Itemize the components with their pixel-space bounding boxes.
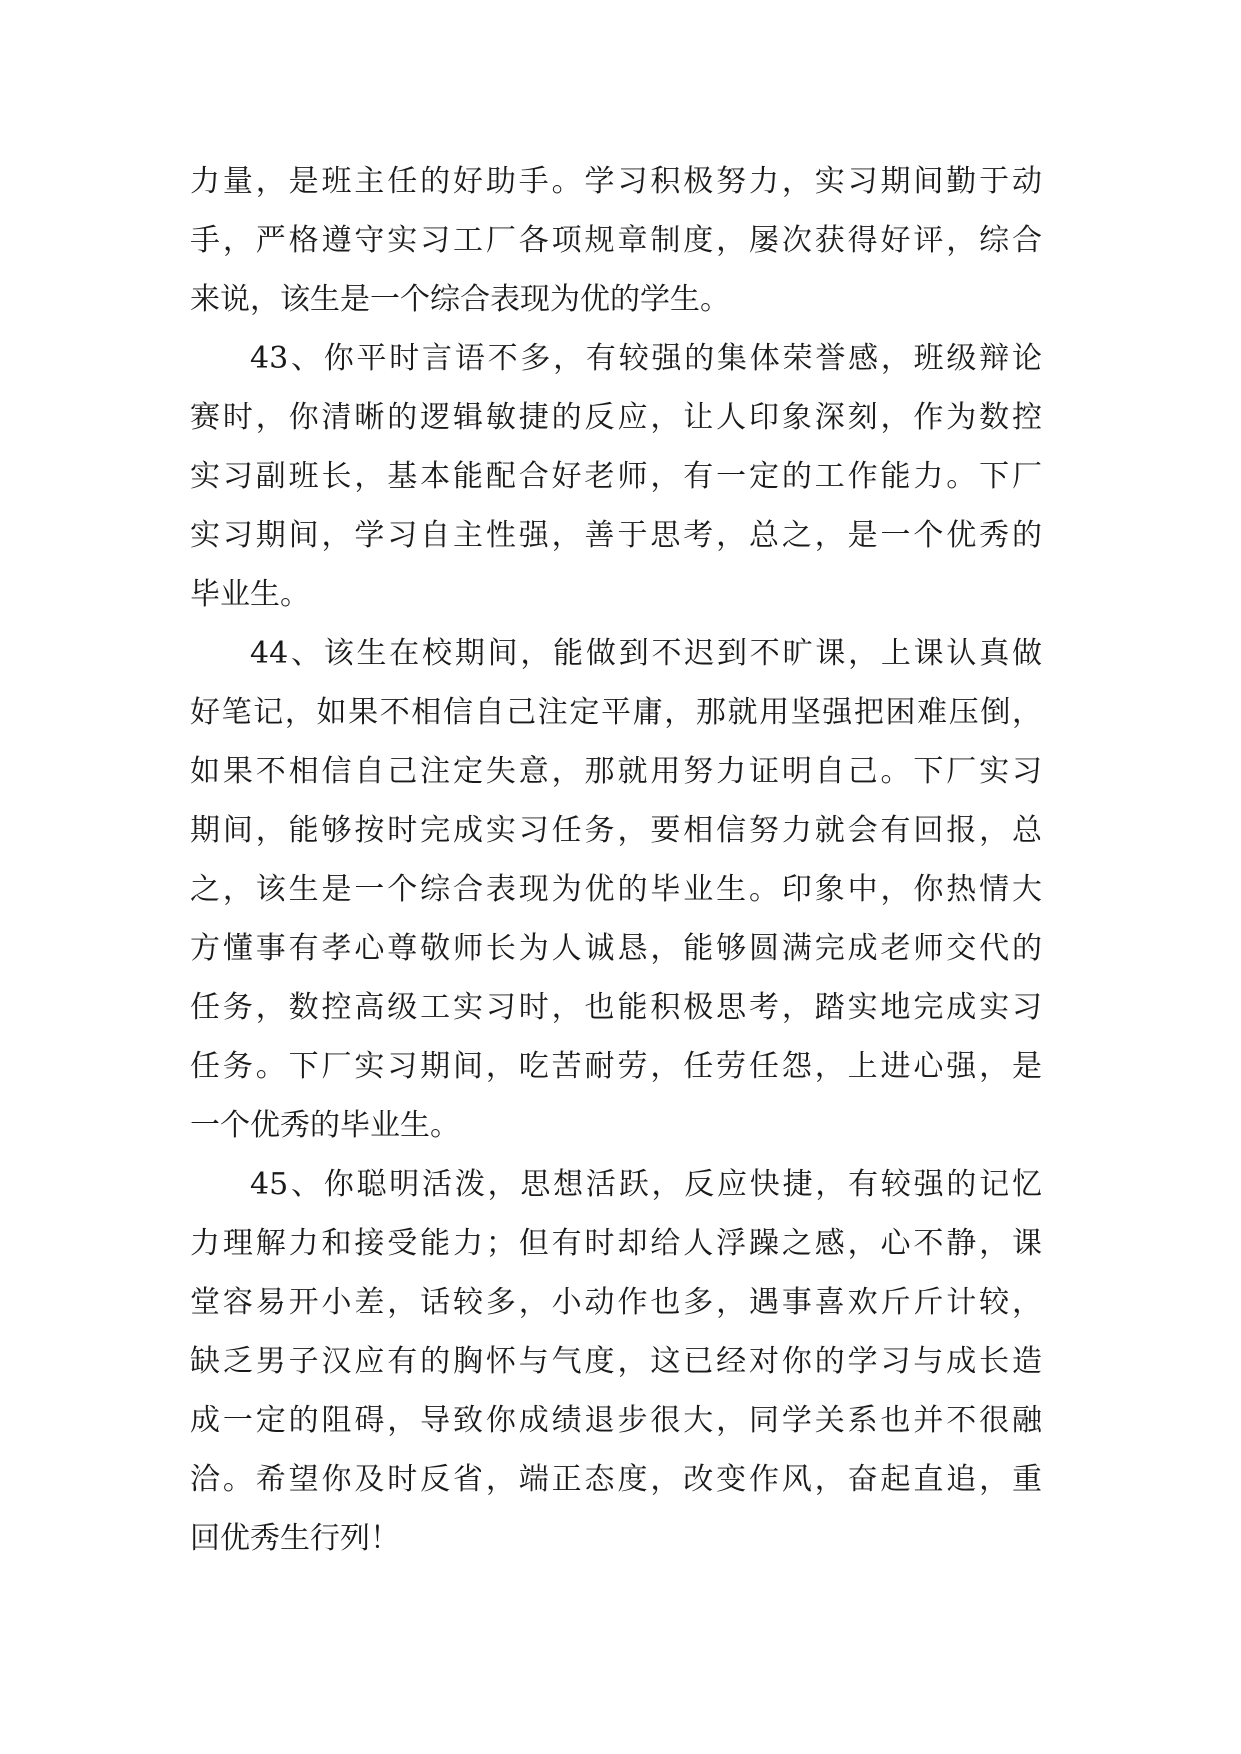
text-line: 缺乏男子汉应有的胸怀与气度，这已经对你的学习与成长造: [190, 1344, 1042, 1379]
text-line: 之，该生是一个综合表现为优的毕业生。印象中，你热情大: [190, 872, 1042, 907]
text-line: 一个优秀的毕业生。: [190, 1108, 460, 1143]
paragraph-continued: [190, 152, 1042, 329]
text-line: 实习期间，学习自主性强，善于思考，总之，是一个优秀的: [190, 518, 1042, 553]
document-body: [190, 152, 1042, 1568]
text-line: 洽。希望你及时反省，端正态度，改变作风，奋起直追，重: [190, 1462, 1042, 1497]
text-line: 实习副班长，基本能配合好老师，有一定的工作能力。下厂: [190, 459, 1042, 494]
text-line: 如果不相信自己注定失意，那就用努力证明自己。下厂实习: [190, 754, 1042, 789]
text-line: 手，严格遵守实习工厂各项规章制度，屡次获得好评，综合: [190, 223, 1042, 258]
text-line: 来说，该生是一个综合表现为优的学生。: [190, 282, 730, 317]
text-line: 任务。下厂实习期间，吃苦耐劳，任劳任怨，上进心强，是: [190, 1049, 1042, 1084]
text-line: 44、该生在校期间，能做到不迟到不旷课，上课认真做: [250, 636, 1042, 671]
text-line: 43、你平时言语不多，有较强的集体荣誉感，班级辩论: [250, 341, 1042, 376]
text-line: 期间，能够按时完成实习任务，要相信努力就会有回报，总: [190, 813, 1042, 848]
text-line: 任务，数控高级工实习时，也能积极思考，踏实地完成实习: [190, 990, 1042, 1025]
text-line: 45、你聪明活泼，思想活跃，反应快捷，有较强的记忆: [250, 1167, 1042, 1202]
text-line: 赛时，你清晰的逻辑敏捷的反应，让人印象深刻，作为数控: [190, 400, 1042, 435]
text-line: 方懂事有孝心尊敬师长为人诚恳，能够圆满完成老师交代的: [190, 931, 1042, 966]
paragraph-43: [190, 329, 1042, 624]
text-line: 力量，是班主任的好助手。学习积极努力，实习期间勤于动: [190, 164, 1042, 199]
paragraph-45: [190, 1155, 1042, 1568]
text-line: 成一定的阻碍，导致你成绩退步很大，同学关系也并不很融: [190, 1403, 1042, 1438]
text-line: 回优秀生行列！: [190, 1521, 400, 1556]
text-line: 毕业生。: [190, 577, 310, 612]
text-line: 好笔记，如果不相信自己注定平庸，那就用坚强把困难压倒，: [190, 695, 1042, 730]
text-line: 堂容易开小差，话较多，小动作也多，遇事喜欢斤斤计较，: [190, 1285, 1042, 1320]
paragraph-44: [190, 624, 1042, 1155]
text-line: 力理解力和接受能力；但有时却给人浮躁之感，心不静，课: [190, 1226, 1042, 1261]
